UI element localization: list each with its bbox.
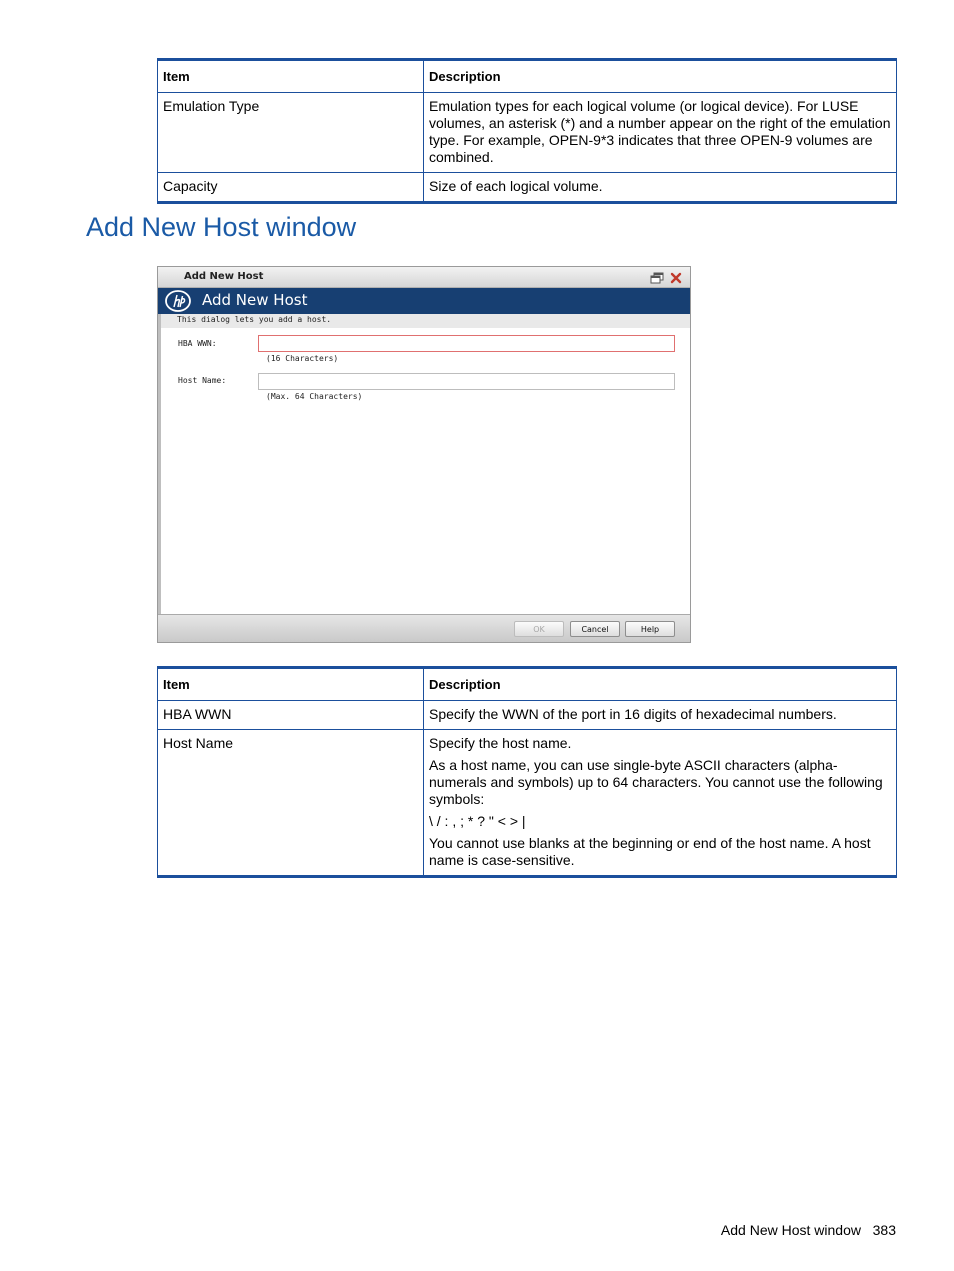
restore-window-icon[interactable] [649, 270, 665, 285]
hba-wwn-label: HBA WWN: [178, 339, 217, 348]
dialog-subtitle: This dialog lets you add a host. [177, 315, 332, 324]
hba-wwn-input[interactable] [258, 335, 675, 352]
table-header-row [158, 668, 897, 701]
dialog-banner [158, 288, 690, 314]
hba-wwn-hint: (16 Characters) [266, 354, 339, 363]
footer-section-title: Add New Host window [720, 1222, 861, 1238]
table-row [158, 173, 897, 203]
row-description [424, 730, 897, 877]
page-number: 383 [872, 1222, 896, 1238]
cancel-button[interactable]: Cancel [570, 621, 620, 637]
column-header-description: Description [424, 60, 897, 93]
column-header-item: Item [158, 60, 424, 93]
help-button[interactable]: Help [625, 621, 675, 637]
window-titlebar [158, 267, 690, 288]
forbidden-symbols: \ / : , ; * ? " < > | [429, 813, 526, 829]
row-item: Capacity [158, 173, 424, 203]
close-icon[interactable] [668, 270, 684, 285]
section-heading: Add New Host window [86, 212, 357, 242]
host-name-input[interactable] [258, 373, 675, 390]
add-new-host-dialog [157, 266, 691, 643]
row-description: Emulation types for each logical volume (or logical device). For LUSE volumes, an asterisk (*) and a number appear on the right of the emulation type. For example, OPEN-9*3 indicates that three OPEN-9 volumes are combined. [424, 93, 897, 173]
hp-logo-icon [163, 290, 193, 312]
description-paragraph: You cannot use blanks at the beginning or end of the host name. A host name is case-sensitive. [429, 835, 871, 868]
ok-button[interactable]: OK [514, 621, 564, 637]
dialog-banner-title: Add New Host [202, 291, 308, 309]
dialog-subtitle-bar [158, 314, 690, 328]
emulation-info-table [157, 58, 897, 204]
row-description: Specify the WWN of the port in 16 digits of hexadecimal numbers. [424, 701, 897, 730]
host-name-label: Host Name: [178, 376, 227, 385]
table-row [158, 93, 897, 173]
description-paragraph: As a host name, you can use single-byte ASCII characters (alpha-numerals and symbols) up to 64 characters. You cannot use the following symbols: [429, 757, 883, 807]
column-header-description: Description [424, 668, 897, 701]
host-name-hint: (Max. 64 Characters) [266, 392, 363, 401]
table-row [158, 701, 897, 730]
row-item: HBA WWN [158, 701, 424, 730]
add-new-host-fields-table [157, 666, 897, 878]
window-title: Add New Host [184, 271, 264, 282]
dialog-button-bar [158, 614, 690, 642]
row-description: Size of each logical volume. [424, 173, 897, 203]
row-item: Host Name [158, 730, 424, 877]
table-header-row [158, 60, 897, 93]
column-header-item: Item [158, 668, 424, 701]
dialog-left-rail [158, 314, 161, 614]
page-footer [721, 1222, 896, 1238]
row-item: Emulation Type [158, 93, 424, 173]
description-paragraph: Specify the host name. [429, 735, 572, 751]
table-row [158, 730, 897, 877]
